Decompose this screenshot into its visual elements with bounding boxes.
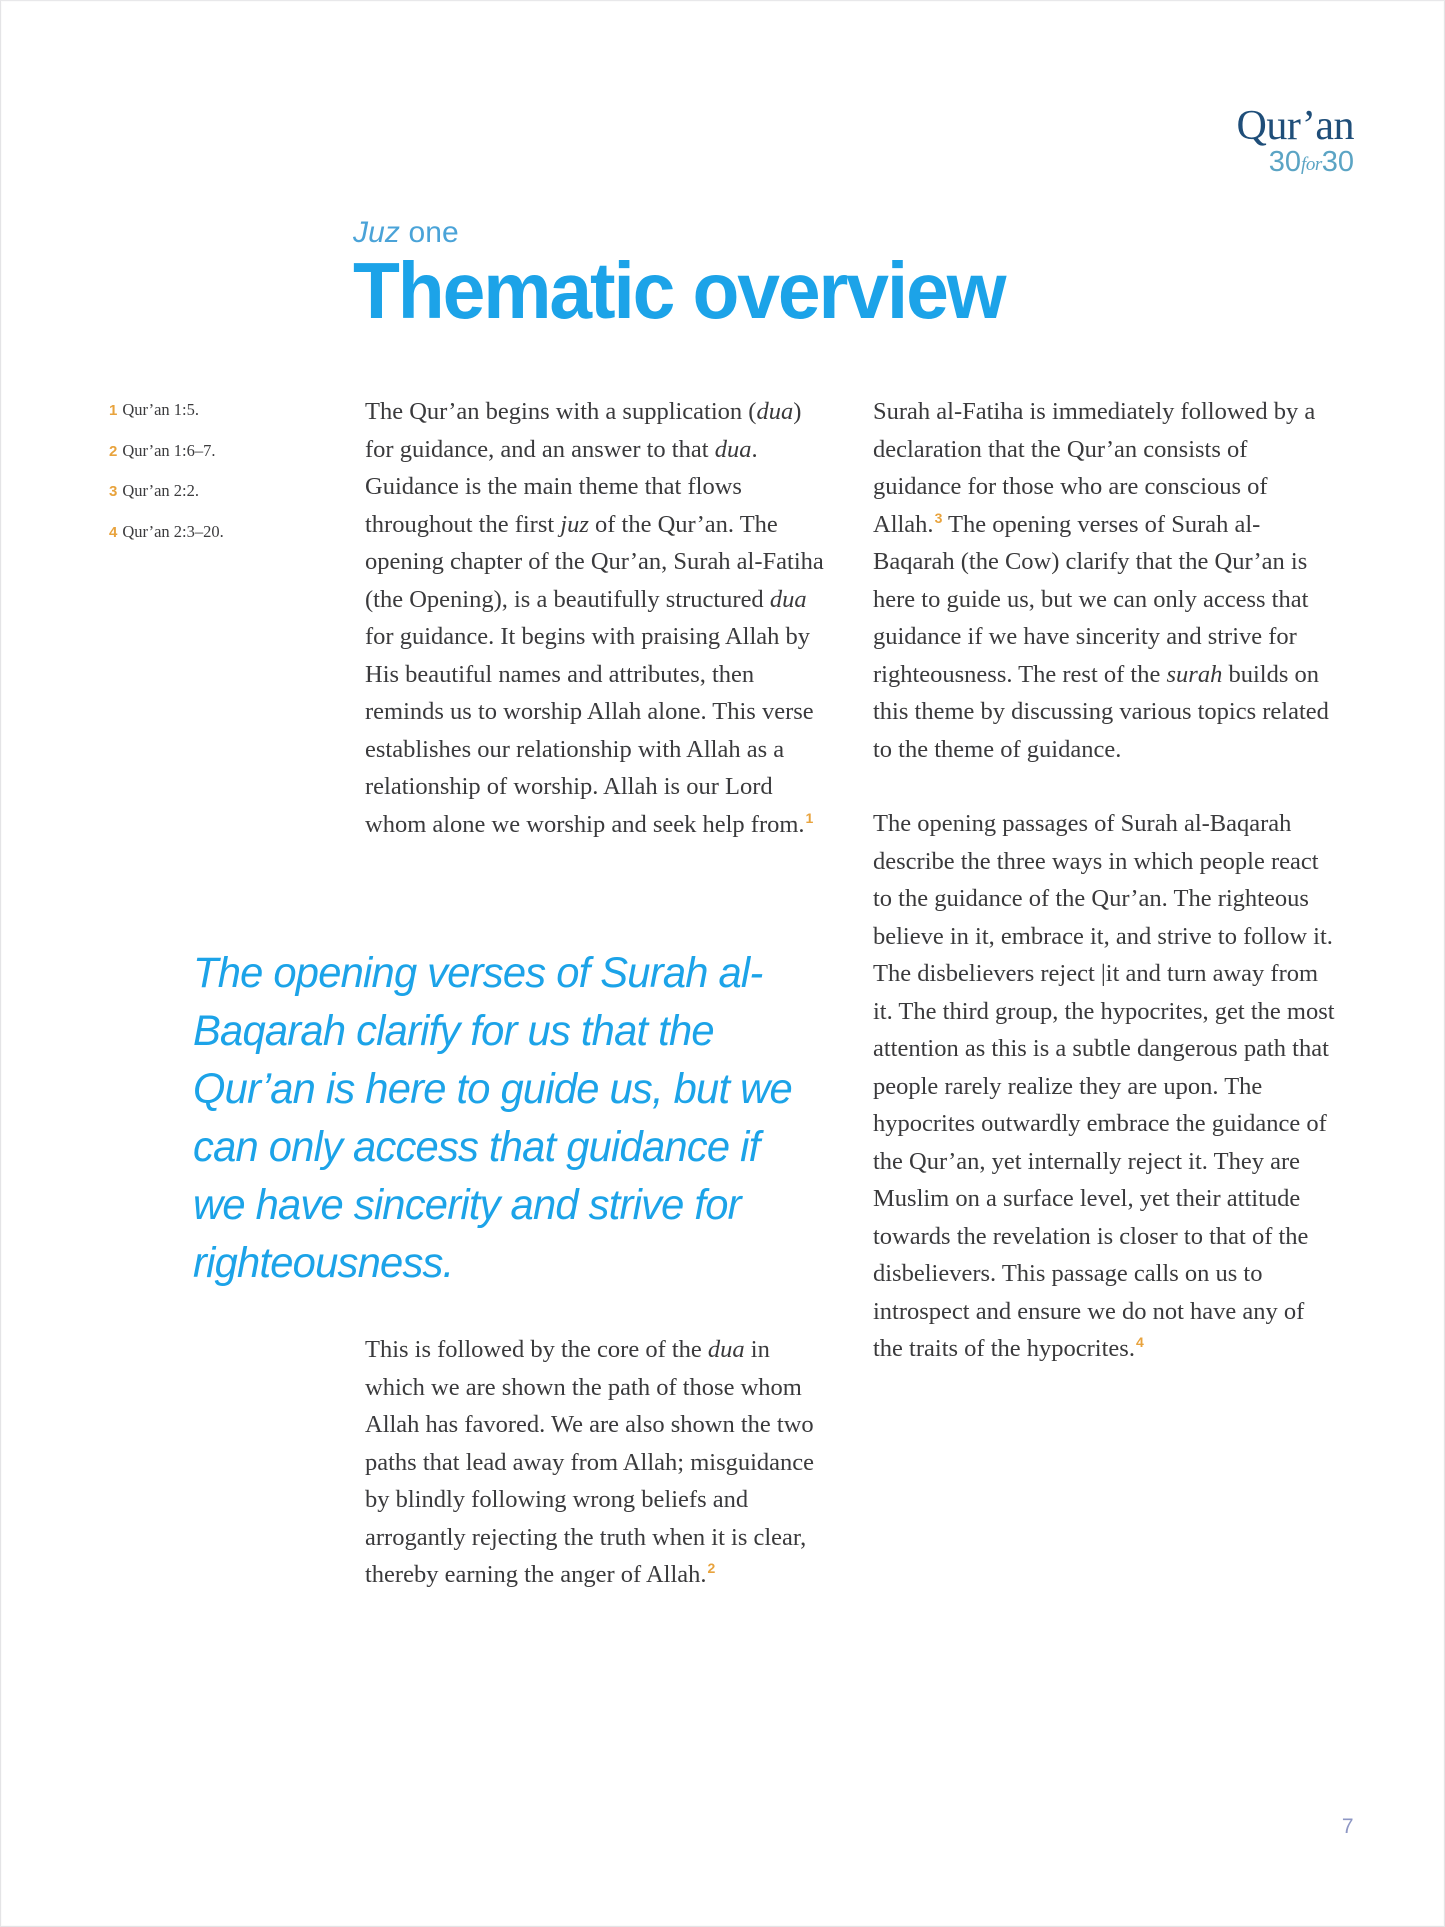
page-title: Thematic overview (353, 246, 1005, 335)
text-run: The opening passages of Surah al-Baqarah describe the three ways in which people react to the guidance of the Qur’an. The righteous believe in it, embrace it, and strive to follow it. The disbelievers reject |it and turn away from it. The third group, the hypocrites, get the most attention as this is a subtle dangerous path that people rarely realize they are upon. The hypocrites outwardly embrace the guidance of the Qur’an, yet internally reject it. They are Muslim on a surface level, yet their attitude towards the revelation is closer to that of the disbelievers. This passage calls on us to introspect and ensure we do not have any of the traits of the hypocrites. (873, 810, 1335, 1362)
footnote-text: Qur’an 1:6–7. (122, 440, 216, 460)
italic-term: juz (560, 510, 589, 538)
paragraph-right-1 (873, 393, 1335, 768)
brand-logo (1236, 105, 1354, 177)
footnote-number: 4 (109, 523, 118, 541)
footnote-reference: 4 (1135, 1334, 1144, 1350)
footnote-item (109, 480, 309, 502)
pull-quote: The opening verses of Surah al-Baqarah clarify for us that the Qur’an is here to guide us, but we can only access that guidance if we have sincerity and strive for righteousness. (193, 949, 792, 1287)
footnote-reference: 3 (934, 509, 943, 526)
footnote-number: 2 (109, 442, 118, 460)
footnote-reference: 2 (707, 1560, 716, 1576)
text-run: in which we are shown the path of those whom Allah has favored. We are also shown the two paths that lead away from Allah; misguidance by blindly following wrong beliefs and arrogantly rejecting the truth when it is clear, thereby earning the anger of Allah. (365, 1336, 815, 1588)
text-run: The Qur’an begins with a supplication ( (365, 398, 757, 425)
text-run: This is followed by the core of the (365, 1336, 708, 1363)
footnote-list (109, 399, 309, 561)
brand-tagline-prefix: 30 (1268, 146, 1302, 178)
page-number: 7 (1341, 1815, 1354, 1838)
footnote-item (109, 399, 309, 421)
body-column-right (873, 393, 1335, 1368)
paragraph-left-1 (365, 393, 827, 843)
footnote-text: Qur’an 2:2. (122, 481, 200, 500)
brand-tagline-for: for (1301, 154, 1322, 175)
footnote-text: Qur’an 1:5. (122, 400, 200, 419)
text-run: for guidance. It begins with praising Allah by His beautiful names and attributes, then reminds us to worship Allah alone. This verse establishes our relationship with Allah as a relationship of worship. Allah is our Lord whom alone we worship and seek help from. (365, 623, 814, 838)
italic-term: dua (756, 398, 794, 425)
text-run: . Guidance is the main theme that flows throughout the first (365, 435, 758, 538)
text-run: Surah al-Fatiha is immediately followed by a declaration that the Qur’an consists of guidance for those who are conscious of Allah. (873, 398, 1316, 538)
footnote-text: Qur’an 2:3–20. (122, 521, 224, 541)
body-column-left-upper (365, 393, 827, 843)
brand-tagline-suffix: 30 (1321, 146, 1354, 178)
text-run: The opening verses of Surah al-Baqarah (the Cow) clarify that the Qur’an is here to guide us, but we can only access that guidance if we have sincerity and strive for righteousness. The rest of the (873, 510, 1309, 688)
brand-logo-tagline (1236, 148, 1354, 177)
text-run: of the Qur’an. The opening chapter of the Qur’an, Surah al-Fatiha (the Opening), is a beautifully structured (365, 510, 824, 613)
footnote-reference: 1 (805, 809, 814, 826)
text-run: builds on this theme by discussing various topics related to the theme of guidance. (873, 660, 1329, 763)
paragraph-left-2 (365, 1331, 827, 1594)
juz-kicker (353, 216, 1353, 249)
italic-term: dua (707, 1336, 745, 1363)
italic-term: dua (769, 585, 807, 613)
footnote-item (109, 521, 309, 543)
paragraph-right-2 (873, 805, 1335, 1368)
footnote-number: 3 (109, 483, 118, 500)
page-title-block (353, 216, 1353, 335)
juz-label-number: one (408, 216, 459, 249)
footnote-item (109, 440, 309, 462)
juz-label-italic: Juz (353, 216, 400, 249)
text-run: ) for guidance, and an answer to that (365, 398, 802, 463)
italic-term: surah (1166, 660, 1223, 688)
body-column-left-lower (365, 1331, 827, 1594)
brand-logo-wordmark: Qur’an (1236, 103, 1354, 149)
italic-term: dua (714, 435, 752, 463)
footnote-number: 1 (109, 402, 118, 419)
